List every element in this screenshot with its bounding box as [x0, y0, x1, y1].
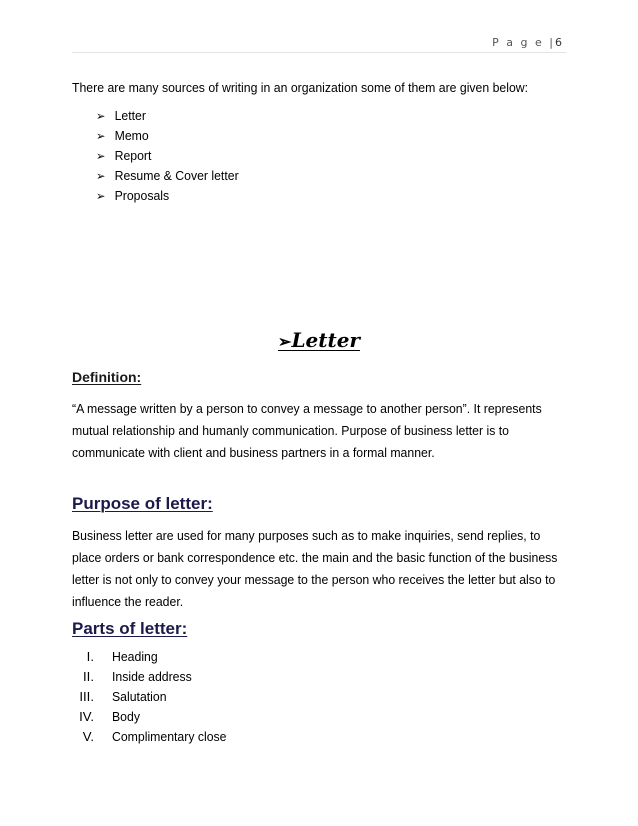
list-item-label: Salutation: [112, 689, 167, 704]
page-number: 6: [555, 36, 562, 49]
arrow-bullet-icon: ➢: [96, 149, 106, 163]
paragraph-line: place orders or bank correspondence etc. the main and the basic function of the business: [72, 550, 558, 565]
list-item-label: Inside address: [112, 669, 192, 684]
arrow-bullet-icon: ➢: [96, 169, 106, 183]
paragraph-line: Business letter are used for many purposes such as to make inquiries, send replies, to: [72, 528, 541, 543]
list-item-label: Complimentary close: [112, 729, 227, 744]
sources-list: [96, 106, 249, 206]
paragraph-line: “A message written by a person to convey a message to another person”. It represents: [72, 401, 542, 416]
list-numeral: III.: [79, 689, 94, 704]
page-label: P a g e: [492, 36, 544, 49]
page-separator: |: [549, 36, 555, 49]
purpose-paragraph: [72, 525, 592, 613]
list-item: [72, 727, 235, 747]
paragraph-line: influence the reader.: [72, 594, 184, 609]
definition-paragraph: [72, 398, 592, 464]
list-item: [72, 667, 235, 687]
list-item: [72, 687, 235, 707]
paragraph-line: letter is not only to convey your message to the person who receives the letter but also to: [72, 572, 556, 587]
list-numeral: II.: [83, 669, 94, 684]
list-item: ➢ Memo: [96, 126, 239, 146]
paragraph-line: mutual relationship and humanly communication. Purpose of business letter is to: [72, 423, 509, 438]
purpose-heading: Purpose of letter:: [72, 494, 213, 513]
parts-list: [72, 647, 235, 747]
list-item: [72, 647, 235, 667]
header-divider: [72, 52, 566, 53]
list-item-label: Body: [112, 709, 140, 724]
definition-heading: Definition:: [72, 369, 142, 385]
section-title: [0, 328, 638, 352]
arrow-bullet-icon: ➢: [278, 332, 292, 351]
list-item: ➢ Resume & Cover letter: [96, 166, 239, 186]
list-numeral: I.: [86, 649, 94, 664]
list-item: ➢ Proposals: [96, 186, 239, 206]
page-header: [492, 36, 562, 49]
list-numeral: IV.: [79, 709, 94, 724]
paragraph-line: communicate with client and business partners in a formal manner.: [72, 445, 435, 460]
section-title-text: Letter: [291, 328, 360, 352]
list-item-label: Heading: [112, 649, 158, 664]
list-numeral: V.: [82, 729, 94, 744]
parts-heading: Parts of letter:: [72, 619, 188, 638]
intro-text: There are many sources of writing in an organization some of them are given below:: [72, 80, 529, 95]
list-item: [72, 707, 235, 727]
list-item: ➢ Report: [96, 146, 239, 166]
arrow-bullet-icon: ➢: [96, 109, 106, 123]
arrow-bullet-icon: ➢: [96, 129, 106, 143]
arrow-bullet-icon: ➢: [96, 189, 106, 203]
list-item: ➢ Letter: [96, 106, 239, 126]
